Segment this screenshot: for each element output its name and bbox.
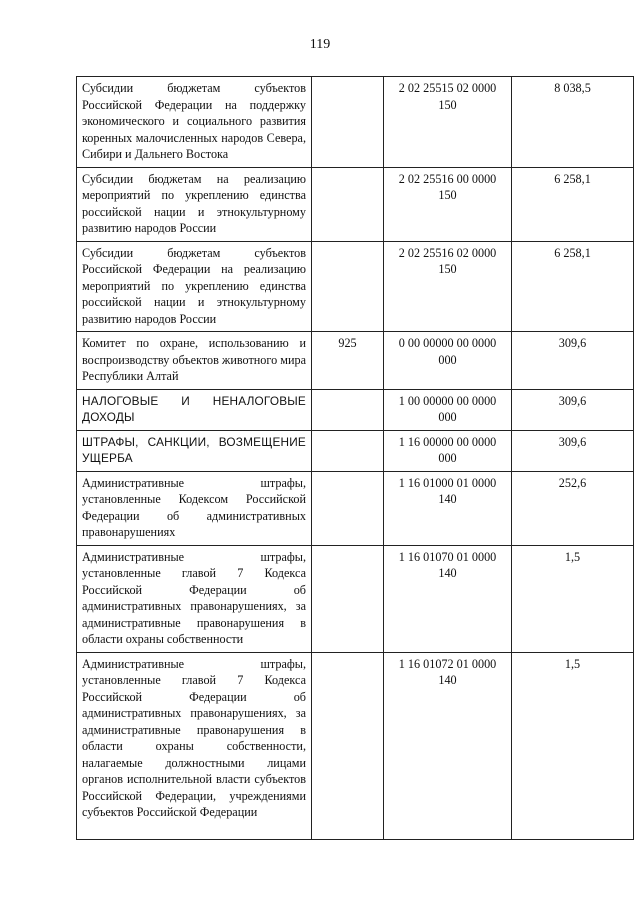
row-budget-code: 0 00 00000 00 0000 000 [384,332,512,390]
row-admin-code: 925 [312,332,384,390]
row-name: Субсидии бюджетам субъектов Российской Федерации на поддержку экономического и социального развития коренных малочисленных народов Севера, Сибири и Дальнего Востока [77,77,312,168]
table-row [77,652,634,839]
row-name: ШТРАФЫ, САНКЦИИ, ВОЗМЕЩЕНИЕ УЩЕРБА [77,430,312,471]
page-number: 119 [309,37,331,52]
row-budget-code: 1 16 01000 01 0000 140 [384,471,512,545]
row-admin-code [312,545,384,652]
row-sum: 1,5 [512,652,634,839]
row-budget-code: 1 00 00000 00 0000 000 [384,389,512,430]
table-row [77,167,634,241]
table-row [77,332,634,390]
row-name: Комитет по охране, использованию и воспроизводству объектов животного мира Республики Алтай [77,332,312,390]
row-sum: 6 258,1 [512,167,634,241]
row-name: Субсидии бюджетам на реализацию мероприятий по укреплению единства российской нации и этнокультурному развитию народов России [77,167,312,241]
row-budget-code: 1 16 00000 00 0000 000 [384,430,512,471]
row-sum: 1,5 [512,545,634,652]
row-admin-code [312,77,384,168]
row-budget-code: 1 16 01072 01 0000 140 [384,652,512,839]
row-admin-code [312,471,384,545]
row-sum: 309,6 [512,430,634,471]
row-sum: 309,6 [512,389,634,430]
row-admin-code [312,167,384,241]
table-row [77,430,634,471]
row-sum: 6 258,1 [512,241,634,332]
table-row [77,389,634,430]
table-row [77,241,634,332]
row-sum: 8 038,5 [512,77,634,168]
row-admin-code [312,241,384,332]
row-name: Административные штрафы, установленные главой 7 Кодекса Российской Федерации об административных правонарушениях, за административные правонарушения в области охраны собственности [77,545,312,652]
row-name: Субсидии бюджетам субъектов Российской Федерации на реализацию мероприятий по укреплению единства российской нации и этнокультурному развитию народов России [77,241,312,332]
row-name: НАЛОГОВЫЕ И НЕНАЛОГОВЫЕ ДОХОДЫ [77,389,312,430]
row-name: Административные штрафы, установленные Кодексом Российской Федерации об административных правонарушениях [77,471,312,545]
table-row [77,471,634,545]
row-budget-code: 1 16 01070 01 0000 140 [384,545,512,652]
row-admin-code [312,430,384,471]
row-admin-code [312,652,384,839]
budget-table [76,76,634,840]
row-admin-code [312,389,384,430]
table-row [77,77,634,168]
row-sum: 309,6 [512,332,634,390]
row-name: Административные штрафы, установленные главой 7 Кодекса Российской Федерации об административных правонарушениях, за административные правонарушения в области охраны собственности, налагаемые должностными лицами органов исполнительной власти субъектов Российской Федерации, учреждениями субъектов Российской Федерации [77,652,312,839]
row-sum: 252,6 [512,471,634,545]
row-budget-code: 2 02 25516 00 0000 150 [384,167,512,241]
row-budget-code: 2 02 25516 02 0000 150 [384,241,512,332]
row-budget-code: 2 02 25515 02 0000 150 [384,77,512,168]
table-row [77,545,634,652]
